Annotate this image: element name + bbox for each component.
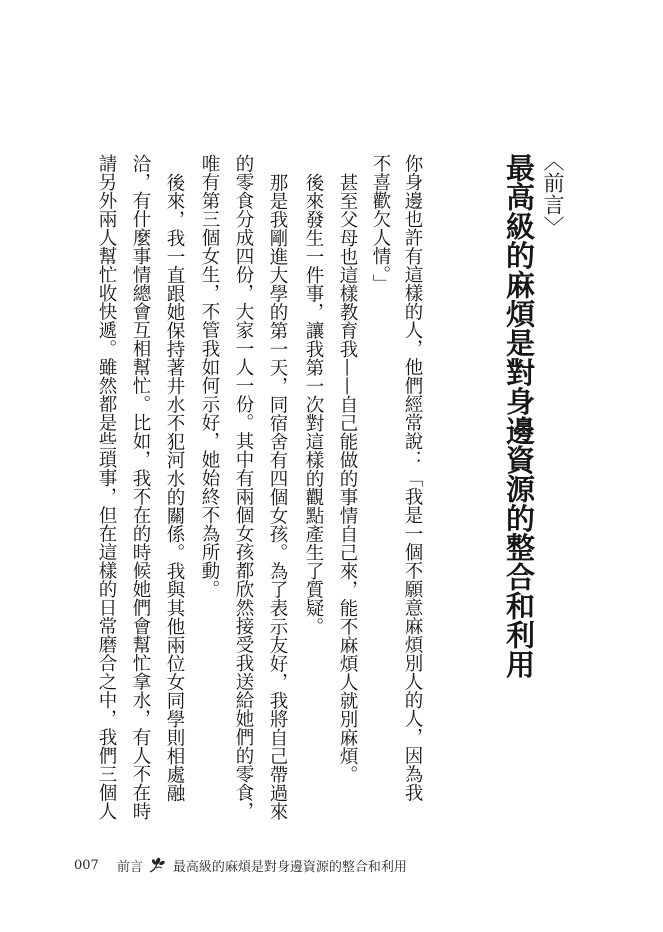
body-column-10: 請另外兩人幫忙收快遞。雖然都是些瑣事，但在這樣的日常磨合之中，我們三個人 xyxy=(96,154,117,820)
body-column-4: 後來發生一件事，讓我第一次對這樣的觀點產生了質疑。 xyxy=(303,173,324,636)
body-column-1: 你身邊也許有這樣的人，他們經常說：「我是一個不願意麻煩別人的人，因為我 xyxy=(402,154,423,802)
footer-running-title: 最高級的麻煩是對身邊資源的整合和利用 xyxy=(172,859,407,875)
page-footer xyxy=(74,856,407,874)
chapter-label: 〈前言〉 xyxy=(541,150,565,238)
body-column-7: 唯有第三個女生，不管我如何示好，她始終不為所動。 xyxy=(199,154,220,598)
chapter-title: 最高級的麻煩是對身邊資源的整合和利用 xyxy=(502,153,536,679)
body-column-9: 洽，有什麼事情總會互相幫忙。比如，我不在的時候她們會幫忙拿水，有人不在時 xyxy=(130,154,151,820)
body-column-6: 的零食分成四份，大家一人一份。其中有兩個女孩都欣然接受我送給她們的零食， xyxy=(233,154,254,820)
page-number: 007 xyxy=(74,857,99,873)
footer-section: 前言 xyxy=(116,859,143,875)
body-column-8: 後來，我一直跟她保持著井水不犯河水的關係。我與其他兩位女同學則相處融 xyxy=(164,173,185,802)
body-column-3: 甚至父母也這樣教育我——自己能做的事情自己來，能不麻煩人就別麻煩。 xyxy=(337,173,358,784)
flower-ornament-icon xyxy=(147,856,167,874)
body-column-5: 那是我剛進大學的第一天，同宿舍有四個女孩。為了表示友好，我將自己帶過來 xyxy=(267,173,288,821)
body-column-2: 不喜歡欠人情。」 xyxy=(370,154,391,293)
